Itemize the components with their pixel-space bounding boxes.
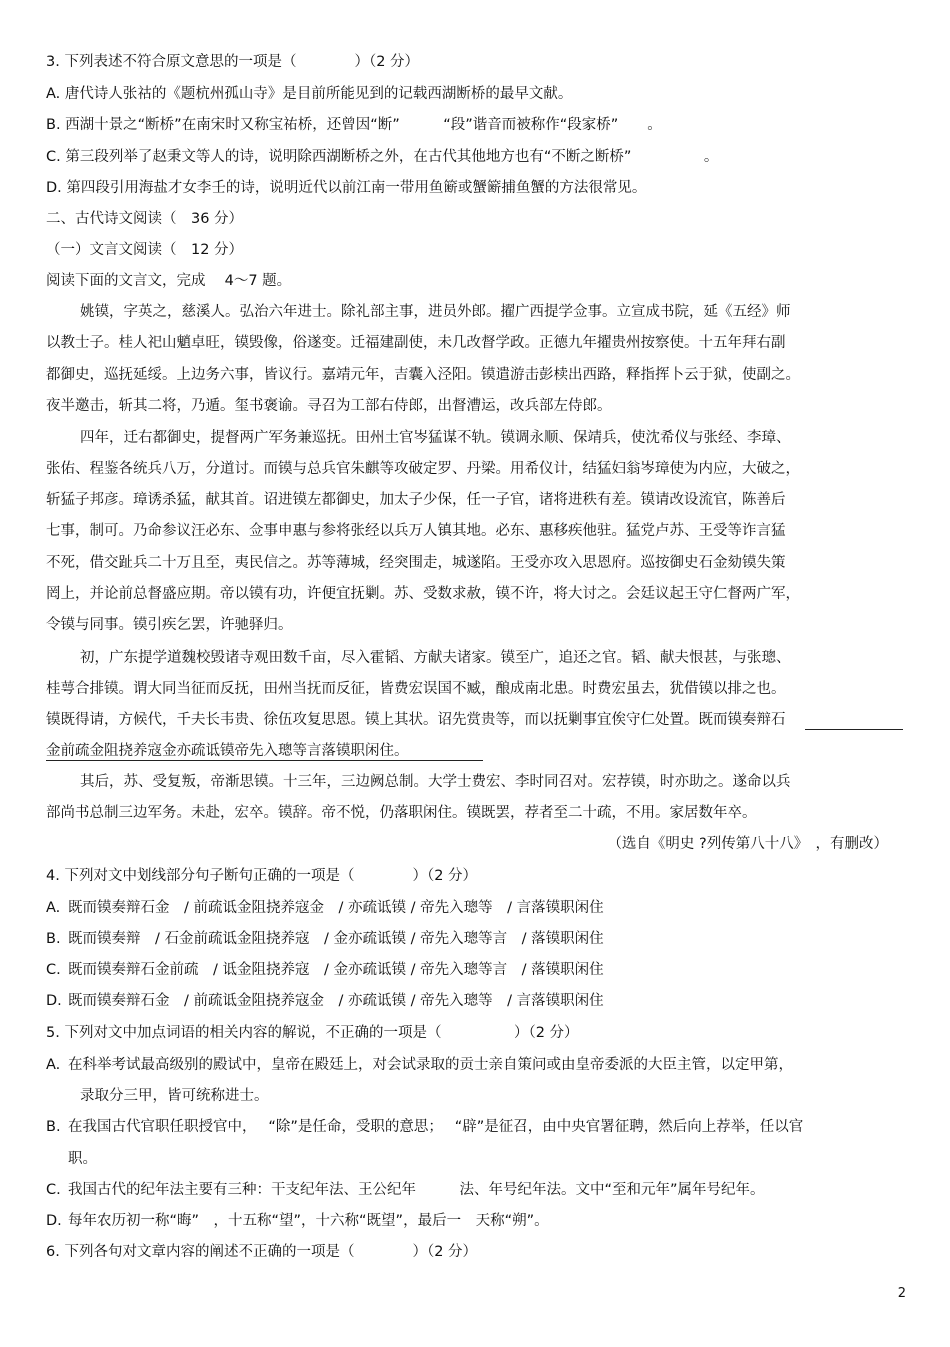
passage-line: 镆既得请，方候代，千夫长韦贵、徐伍攻复思恩。镆上其状。诏先赏贵等，而以抚剿事宜俟守仁处置。既而镆奏辩石 [46,712,786,728]
passage-line: 夜半邀击，斩其二将，乃遁。玺书褒谕。寻召为工部右侍郎，出督漕运，改兵部左侍郎。 [46,398,612,414]
q3-stem: 3. 下列表述不符合原文意思的一项是（ ）（2 分） [46,54,420,70]
q5-option-label: B. [46,1119,61,1135]
q6-stem: 6. 下列各句对文章内容的阐述不正确的一项是（ ）（2 分） [46,1244,478,1260]
section-title: 二、古代诗文阅读（ 36 分） [46,211,244,227]
q3-option-a: A. 唐代诗人张祜的《题杭州孤山寺》是目前所能见到的记载西湖断桥的最早文献。 [46,86,573,102]
passage-line: 部尚书总制三边军务。未赴，宏卒。镆辞。帝不悦，仍落职闲住。镆既罢，荐者至二十疏，不用。家居数年卒。 [46,805,757,821]
q5-option-c: 我国古代的纪年法主要有三种：干支纪年法、王公纪年 法、年号纪年法。文中“至和元年”属年号纪年。 [68,1182,765,1198]
passage-line: 罔上，并论前总督盛应期。帝以镆有功，许便宜抚剿。苏、受数求赦，镆不许，将大讨之。会廷议起王守仁督两广军， [46,586,800,602]
q3-option-c: C. 第三段列举了赵秉文等人的诗，说明除西湖断桥之外，在古代其他地方也有“不断之断桥” 。 [46,149,719,165]
section-subtitle: （一）文言文阅读（ 12 分） [46,242,244,258]
q4-option-d: 既而镆奏辩石金 / 前疏诋金阻挠养寇金 / 亦疏诋镆 / 帝先入璁等 / 言落镆职闲住 [68,993,604,1009]
passage-line: 姚镆，字英之，慈溪人。弘治六年进士。除礼部主事，进员外郎。擢广西提学佥事。立宣成书院，延《五经》师 [80,304,791,320]
q3-option-d: D. 第四段引用海盐才女李壬的诗，说明近代以前江南一带用鱼簖或蟹簖捕鱼蟹的方法很常见。 [46,180,647,196]
q5-option-a-cont: 录取分三甲，皆可统称进士。 [80,1088,269,1104]
q5-option-a: 在科举考试最高级别的殿试中，皇帝在殿廷上，对会试录取的贡士亲自策问或由皇帝委派的大臣主管，以定甲第， [68,1057,793,1073]
passage-line: 令镆与同事。镆引疾乞罢，许驰驿归。 [46,617,293,633]
q5-option-b-cont: 职。 [68,1151,97,1167]
q4-option-c: 既而镆奏辩石金前疏 / 诋金阻挠养寇 / 金亦疏诋镆 / 帝先入璁等言 / 落镆职闲住 [68,962,604,978]
q4-option-a: 既而镆奏辩石金 / 前疏诋金阻挠养寇金 / 亦疏诋镆 / 帝先入璁等 / 言落镆职闲住 [68,900,604,916]
q3-option-b: B. 西湖十景之“断桥”在南宋时又称宝祐桥，还曾因“断” “段”谐音而被称作“段家桥” 。 [46,117,662,133]
q5-option-label: C. [46,1182,61,1198]
q5-option-b: 在我国古代官职任职授官中， “除”是任命，受职的意思； “辟”是征召，由中央官署征聘，然后向上荐举，任以官 [68,1119,804,1135]
passage-line: 四年，迁右都御史，提督两广军务兼巡抚。田州土官岑猛谋不轨。镆调永顺、保靖兵，使沈希仪与张经、李璋、 [80,430,791,446]
source-note: （选自《明史 ?列传第八十八》 ，有删改） [607,836,888,852]
underline [46,760,483,761]
q5-option-label: D. [46,1213,62,1229]
passage-line: 初，广东提学道魏校毁诸寺观田数千亩，尽入霍韬、方献夫诸家。镆至广，追还之官。韬、献夫恨甚，与张璁、 [80,650,791,666]
underlined-sentence: 金前疏金阻挠养寇金亦疏诋镆帝先入璁等言落镆职闲住。 [46,743,409,759]
q5-option-d: 每年农历初一称“晦” ，十五称“望”，十六称“既望”，最后一 天称“朔”。 [68,1213,549,1229]
underline [805,729,903,730]
passage-line: 以教士子。桂人祀山魈卓旺，镆毁像，俗遂变。迁福建副使，未几改督学政。正德九年擢贵州按察使。十五年拜右副 [46,335,786,351]
q4-stem: 4. 下列对文中划线部分句子断句正确的一项是（ ）（2 分） [46,868,478,884]
passage-line: 张佑、程鉴各统兵八万，分道讨。而镆与总兵官朱麒等攻破定罗、丹梁。用希仪计，结猛妇翁岑璋使为内应，大破之， [46,461,800,477]
q5-stem: 5. 下列对文中加点词语的相关内容的解说，不正确的一项是（ ）（2 分） [46,1025,579,1041]
passage-line: 都御史，巡抚延绥。上边务六事，皆议行。嘉靖元年，吉囊入泾阳。镆遣游击彭椟出西路，释指挥卜云于狱，使副之。 [46,367,800,383]
q4-option-b: 既而镆奏辩 / 石金前疏诋金阻挠养寇 / 金亦疏诋镆 / 帝先入璁等言 / 落镆职闲住 [68,931,604,947]
q5-option-label: A. [46,1057,61,1073]
passage-line: 桂萼合排镆。谓大同当征而反抚，田州当抚而反征，皆费宏误国不臧，酿成南北患。时费宏虽去，犹借镆以排之也。 [46,681,786,697]
q4-option-label: A. [46,900,61,916]
q4-option-label: B. [46,931,61,947]
passage-line: 七事，制可。乃命参议汪必东、佥事申惠与参将张经以兵万人镇其地。必东、惠移疾他驻。猛党卢苏、王受等诈言猛 [46,523,786,539]
passage-line: 其后，苏、受复叛，帝渐思镆。十三年，三边阙总制。大学士费宏、李时同召对。宏荐镆，时亦助之。遂命以兵 [80,774,791,790]
page-number: 2 [897,1286,906,1301]
instruction: 阅读下面的文言文，完成 4～7 题。 [46,273,292,289]
passage-line: 斩猛子邦彦。璋诱杀猛，献其首。诏进镆左都御史，加太子少保，任一子官，诸将进秩有差。镆请改设流官，陈善后 [46,492,786,508]
q4-option-label: D. [46,993,62,1009]
passage-line: 不死，借交趾兵二十万且至，夷民信之。苏等薄城，经突围走，城遂陷。王受亦攻入思恩府。巡按御史石金劾镆失策 [46,555,786,571]
q4-option-label: C. [46,962,61,978]
